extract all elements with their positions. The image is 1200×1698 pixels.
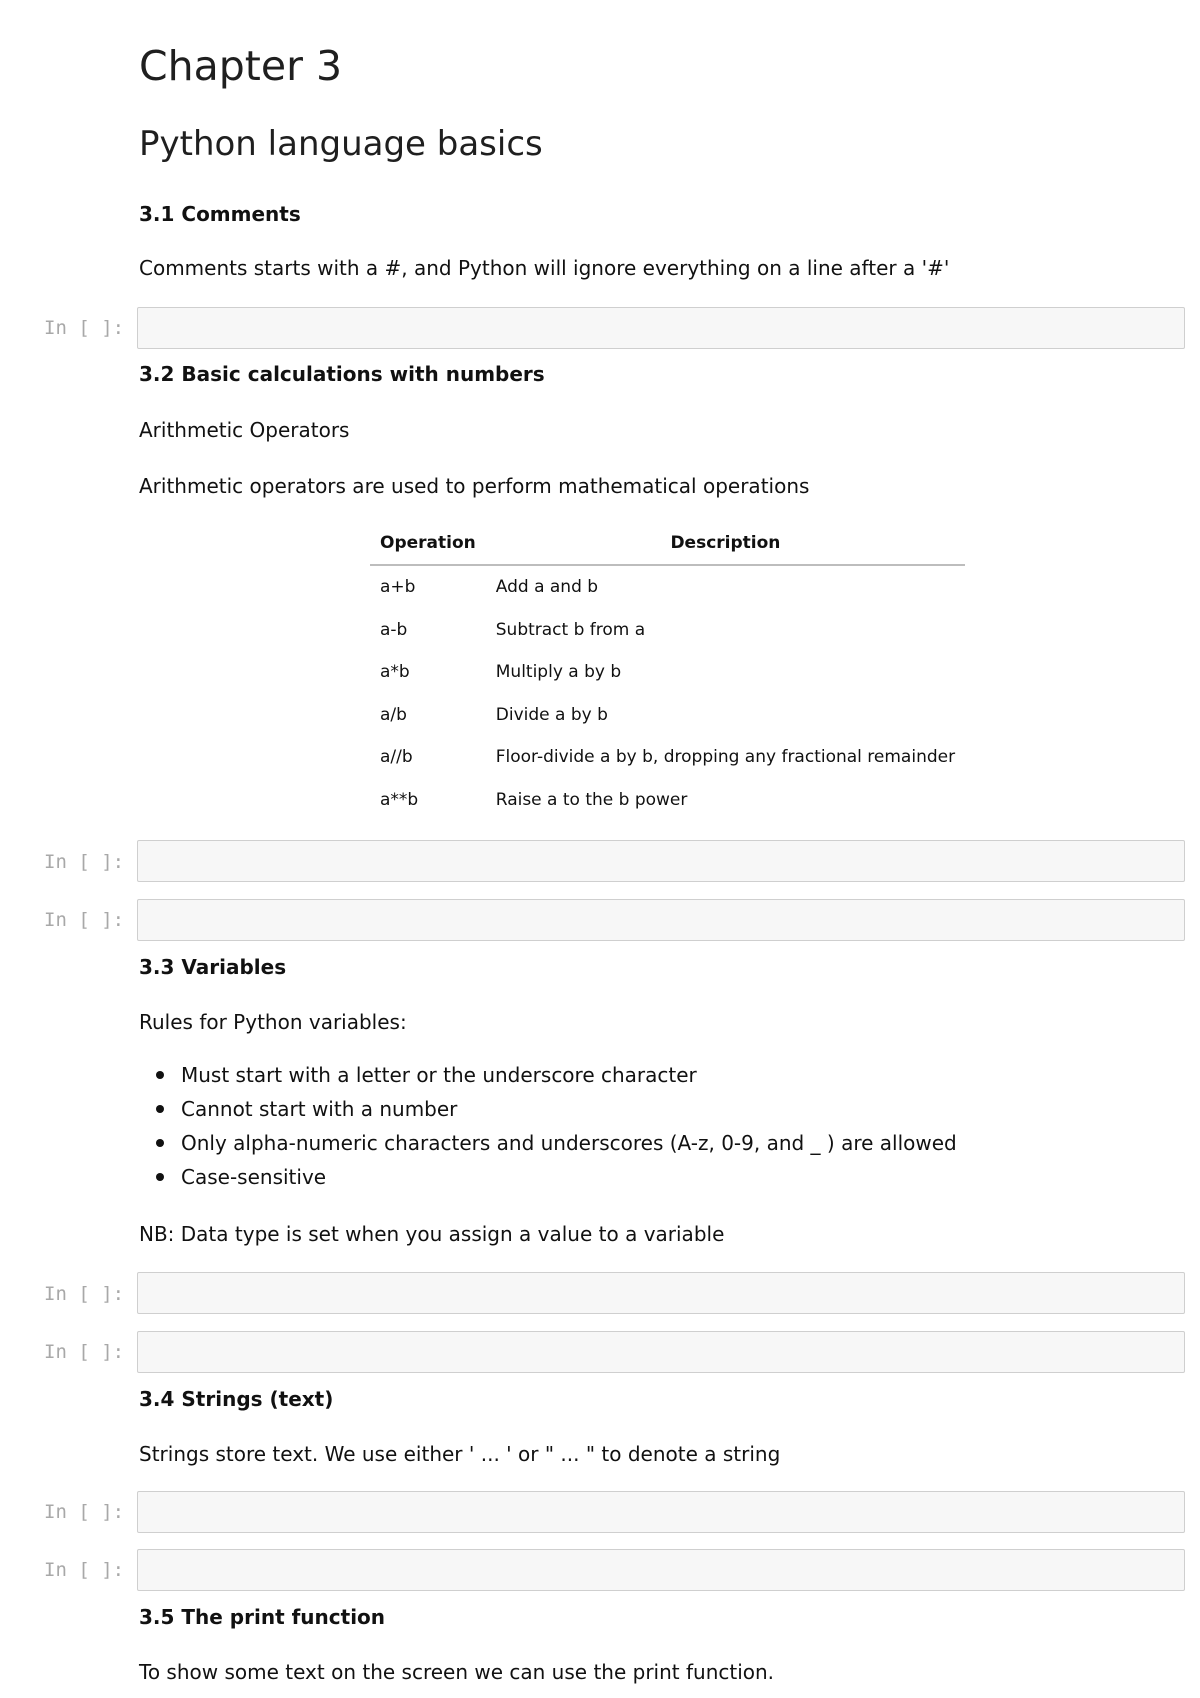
description-cell: Raise a to the b power [495,789,688,810]
code-cell[interactable] [137,1331,1185,1373]
print-text: To show some text on the screen we can use the print function. [139,1660,775,1684]
description-cell: Floor-divide a by b, dropping any fractional remainder [495,747,956,768]
variables-note: NB: Data type is set when you assign a value to a variable [139,1222,725,1246]
list-item [139,1126,957,1160]
bullet-icon [156,1173,164,1181]
chapter-subtitle: Python language basics [139,124,543,164]
description-cell: Divide a by b [495,704,608,725]
code-cell[interactable] [137,899,1185,941]
rule-text: Only alpha-numeric characters and underscores (A-z, 0-9, and _ ) are allowed [181,1131,957,1155]
section-heading-calculations: 3.2 Basic calculations with numbers [139,362,545,386]
arithmetic-operators-text: Arithmetic operators are used to perform mathematical operations [139,474,810,498]
operation-cell: a//b [380,747,413,768]
variables-text: Rules for Python variables: [139,1010,407,1034]
cell-prompt: In [ ]: [44,1559,125,1581]
cell-prompt: In [ ]: [44,851,125,873]
rule-text: Must start with a letter or the underscore character [181,1063,697,1087]
table-row [370,694,965,737]
list-item [139,1058,957,1092]
table-row [370,565,965,609]
bullet-icon [156,1071,164,1079]
rule-text: Cannot start with a number [181,1097,458,1121]
code-cell[interactable] [137,307,1185,349]
chapter-title: Chapter 3 [139,42,343,90]
variable-rules-list [139,1058,957,1194]
operation-cell: a+b [380,577,416,598]
table-header-description: Description [486,522,965,565]
operators-table [370,522,965,821]
code-cell[interactable] [137,840,1185,882]
table-row [370,609,965,652]
comments-text: Comments starts with a #, and Python will ignore everything on a line after a '#' [139,256,950,280]
cell-prompt: In [ ]: [44,1341,125,1363]
list-item [139,1092,957,1126]
table-row [370,736,965,779]
code-cell[interactable] [137,1491,1185,1533]
table-row [370,779,965,822]
operation-cell: a*b [380,662,410,683]
description-cell: Multiply a by b [495,662,622,683]
section-heading-print: 3.5 The print function [139,1605,386,1629]
table-row [370,651,965,694]
operation-cell: a**b [380,789,419,810]
table-header-operation: Operation [370,522,486,565]
section-heading-comments: 3.1 Comments [139,202,301,226]
code-cell[interactable] [137,1272,1185,1314]
section-heading-strings: 3.4 Strings (text) [139,1387,334,1411]
description-cell: Add a and b [495,577,599,598]
table-header-row [370,522,965,565]
strings-text: Strings store text. We use either ' ... ' or " ... " to denote a string [139,1442,781,1466]
rule-text: Case-sensitive [181,1165,327,1189]
list-item [139,1160,957,1194]
cell-prompt: In [ ]: [44,1283,125,1305]
arithmetic-operators-label: Arithmetic Operators [139,418,350,442]
cell-prompt: In [ ]: [44,317,125,339]
operation-cell: a-b [380,619,408,640]
operation-cell: a/b [380,704,407,725]
bullet-icon [156,1139,164,1147]
section-heading-variables: 3.3 Variables [139,955,287,979]
cell-prompt: In [ ]: [44,1501,125,1523]
description-cell: Subtract b from a [495,619,646,640]
code-cell[interactable] [137,1549,1185,1591]
bullet-icon [156,1105,164,1113]
cell-prompt: In [ ]: [44,909,125,931]
